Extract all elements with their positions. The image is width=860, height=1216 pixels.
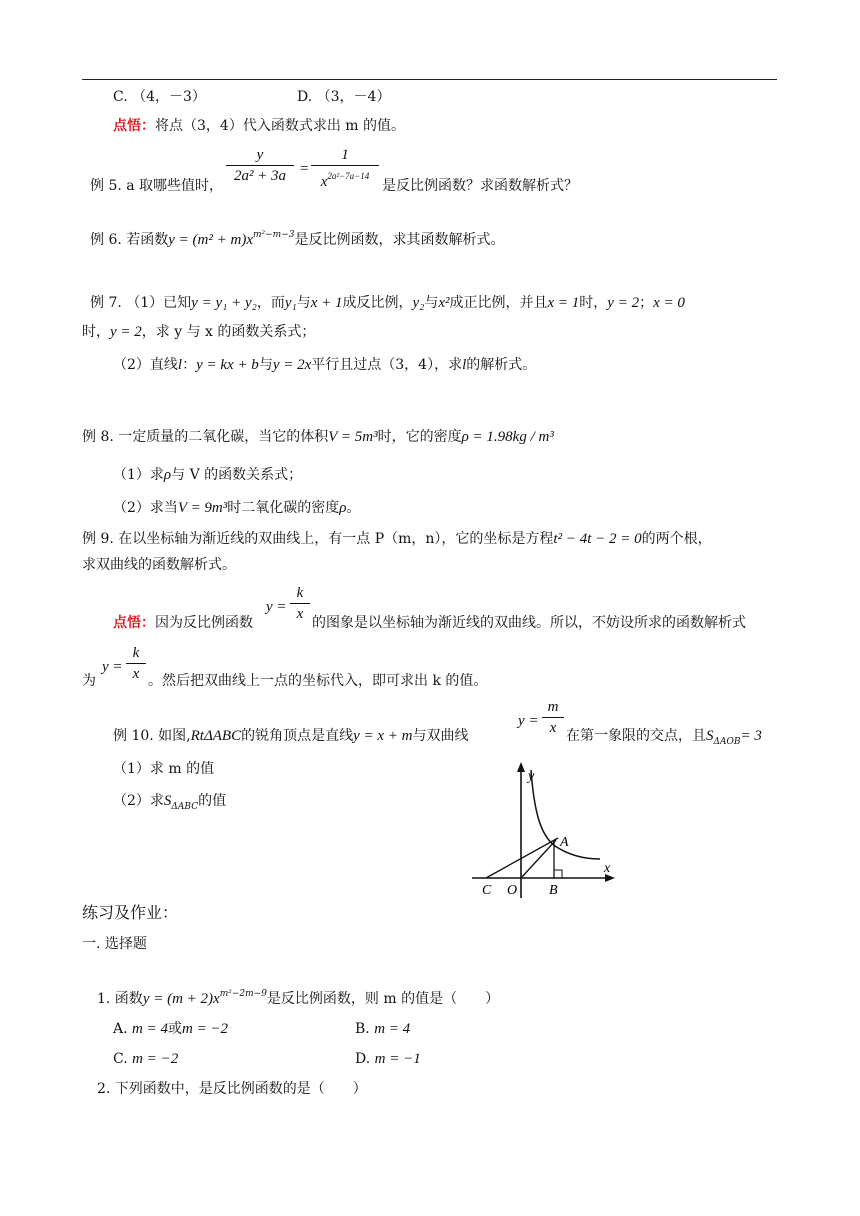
ex9-text: 例 9. 在以坐标轴为渐近线的双曲线上，有一点 P（m，n），它的坐标是方程 — [82, 531, 554, 547]
ex8-formula: V = 5m³ — [328, 429, 378, 445]
ex10-line-1 — [113, 727, 469, 745]
ex7-formula: y₁ — [284, 295, 297, 311]
right-angle-mark — [554, 870, 562, 878]
ex10-formula: S — [706, 728, 714, 744]
ex8-text: 时，它的密度 — [377, 429, 462, 445]
label-o: O — [507, 883, 518, 898]
ex5-suffix: 是反比例函数？求函数解析式？ — [382, 178, 578, 194]
hint-text: 将点（3，4）代入函数式求出 m 的值。 — [155, 118, 405, 134]
option-label: D. — [355, 1051, 371, 1067]
option-c: C. （4，－3） — [113, 89, 206, 105]
ex7-text: 时， — [82, 324, 110, 340]
ex7-text: 与 — [258, 357, 273, 373]
ex8-text: 时二氧化碳的密度 — [227, 500, 340, 516]
ex7-formula: l — [177, 357, 183, 373]
ex6-prefix: 例 6. 若函数 — [90, 232, 169, 248]
hint2-fraction — [290, 584, 310, 623]
practice-q2: 2. 下列函数中，是反比例函数的是（ ） — [97, 1081, 367, 1097]
ex7-text: 成正比例，并且 — [449, 295, 548, 311]
ex7-text: （2）直线 — [113, 357, 178, 373]
ex8-text: 与 V 的函数关系式； — [171, 467, 303, 483]
ex6-formula: y = (m² + m)x — [168, 232, 253, 248]
ex10-subscript: ΔABC — [171, 802, 199, 812]
ex10-fraction — [542, 698, 564, 737]
ex7-text: ； — [639, 295, 654, 311]
hint2-frac-den: x — [132, 666, 140, 682]
ex5-frac1-den: 2a² + 3a — [233, 168, 287, 184]
practice-q1 — [97, 985, 499, 1008]
ex5-fraction-1 — [226, 146, 294, 185]
ex9-formula: t² − 4t − 2 = 0 — [553, 531, 642, 547]
hint-2-text-b: 的图象是以坐标轴为渐近线的双曲线。所以，不妨设所求的函数解析式 — [312, 615, 746, 631]
ex9-line-2: 求双曲线的函数解析式。 — [82, 557, 236, 573]
ex8-question-2 — [113, 499, 360, 517]
ex7-text: 例 7. （1）已知 — [90, 295, 192, 311]
option-formula: m = −2 — [132, 1051, 179, 1067]
hint-2-text-d: 。然后把双曲线上一点的坐标代入，即可求出 k 的值。 — [148, 673, 488, 689]
hint2-frac-num: k — [296, 585, 304, 601]
option-label: A. — [113, 1021, 128, 1037]
ex7-line-2 — [82, 323, 315, 341]
ex10-text: 与双曲线 — [412, 728, 469, 744]
label-y: y — [528, 769, 535, 784]
q1-exp: m²−2m−9 — [219, 989, 267, 999]
ex5-frac1-num: y — [256, 147, 264, 163]
ex10-formula: S — [163, 793, 172, 809]
hint-2-line-1 — [113, 614, 253, 632]
ex10-text: 在第一象限的交点，且 — [566, 728, 706, 744]
hint2-frac-den: x — [296, 606, 304, 622]
ex8-formula: ρ — [339, 500, 347, 516]
ex5-prefix: 例 5. a 取哪些值时， — [90, 178, 224, 194]
hint-1 — [113, 117, 405, 135]
ex5-equals: = — [299, 161, 310, 177]
segment-oa — [521, 840, 556, 878]
ex7-formula: l — [462, 357, 467, 373]
ex7-formula: y = y₁ + y₂ — [191, 295, 257, 311]
ex10-formula: RtΔABC — [190, 728, 242, 744]
ex7-line-3 — [113, 356, 536, 374]
ex7-text: ，求 y 与 x 的函数关系式； — [141, 324, 316, 340]
option-formula: m = −1 — [374, 1051, 421, 1067]
hint-text: 因为反比例函数 — [155, 615, 253, 631]
q1-option-d — [355, 1050, 421, 1068]
hint-label: 点悟： — [113, 118, 155, 134]
ex7-formula: y = kx + b — [196, 357, 259, 373]
line-ca — [486, 838, 558, 878]
ex8-line-1 — [82, 428, 554, 446]
ex7-text: 与 — [296, 295, 311, 311]
section-title: 一. 选择题 — [82, 936, 147, 952]
ex10-frac-den: x — [549, 720, 557, 736]
label-c: C — [482, 883, 492, 898]
ex6-exp: m²−m−3 — [252, 230, 295, 240]
ex9-text: 的两个根， — [641, 531, 712, 547]
header-rule — [82, 79, 777, 80]
practice-heading: 练习及作业： — [82, 903, 179, 922]
ex7-text: 成反比例， — [342, 295, 413, 311]
ex7-line-1 — [90, 294, 685, 312]
ex7-formula: x = 1 — [547, 295, 580, 311]
ex7-text: 时， — [579, 295, 608, 311]
ex8-text: （2）求当 — [113, 500, 178, 516]
hint2-frac-num: k — [132, 645, 140, 661]
ex10-text: 的锐角顶点是直线 — [241, 728, 354, 744]
label-x: x — [604, 861, 611, 876]
ex10-frac-lhs: y = — [518, 713, 539, 729]
ex7-text: 与 — [424, 295, 439, 311]
q1-text: 是反比例函数，则 m 的值是（ ） — [266, 991, 500, 1007]
label-a: A — [560, 835, 569, 850]
hint-label: 点悟： — [113, 615, 155, 631]
ex7-formula: y₂ — [412, 295, 425, 311]
ex8-text: 例 8. 一定质量的二氧化碳，当它的体积 — [82, 429, 329, 445]
q1-option-b — [355, 1020, 410, 1038]
ex7-formula: y = 2x — [272, 357, 312, 373]
ex5-frac2-num: 1 — [341, 147, 349, 163]
option-formula: m = 4 — [132, 1021, 168, 1037]
ex7-formula: y = 2 — [607, 295, 640, 311]
option-formula: m = 4 — [374, 1021, 411, 1037]
ex10-text: 的值 — [198, 793, 227, 809]
ex10-question-2 — [113, 792, 226, 816]
ex8-text: 。 — [346, 500, 361, 516]
ex6 — [90, 226, 504, 249]
option-text: 或 — [167, 1021, 182, 1037]
ex7-formula: x² — [438, 295, 450, 311]
hint2-frac-lhs: y = — [266, 599, 287, 615]
option-label: B. — [355, 1021, 370, 1037]
ex7-text: 的解析式。 — [466, 357, 537, 373]
q1-option-a — [113, 1020, 228, 1038]
hint-2-text-c: 为 — [82, 673, 96, 689]
ex9-line-1 — [82, 530, 712, 548]
option-formula: m = −2 — [181, 1021, 229, 1037]
q1-text: 1. 函数 — [97, 991, 143, 1007]
ex10-frac-num: m — [547, 699, 559, 715]
ex10-text: 例 10. 如图, — [113, 728, 191, 744]
option-label: C. — [113, 1051, 128, 1067]
ex10-text: （2）求 — [113, 793, 164, 809]
ex8-formula: V = 9m³ — [177, 500, 228, 516]
y-axis-arrow — [517, 762, 525, 772]
ex7-formula: x = 0 — [653, 295, 685, 311]
hint2-fraction-2 — [126, 644, 146, 683]
ex10-formula: y = x + m — [353, 728, 413, 744]
ex8-formula: ρ = 1.98kg / m³ — [461, 429, 554, 445]
hyperbola-figure — [470, 760, 620, 900]
label-b: B — [549, 883, 558, 898]
ex5-frac2-den-exp: 2a²−7a−14 — [327, 171, 370, 181]
ex7-formula: y = 2 — [110, 324, 142, 340]
ex5-frac2-den-base: x — [320, 174, 328, 190]
option-d: D. （3，－4） — [297, 89, 391, 105]
ex10-formula: = 3 — [740, 728, 762, 744]
q1-formula: y = (m + 2)x — [142, 991, 220, 1007]
ex8-text: （1）求 — [113, 467, 164, 483]
ex5-fraction-2 — [311, 146, 379, 191]
ex10-line-1b — [566, 727, 762, 751]
ex10-subscript: ΔAOB — [713, 737, 741, 747]
ex7-text: ，而 — [256, 295, 285, 311]
ex8-formula: ρ — [163, 467, 172, 483]
ex6-suffix: 是反比例函数，求其函数解析式。 — [294, 232, 505, 248]
ex10-question-1: （1）求 m 的值 — [113, 761, 215, 777]
q1-option-c — [113, 1050, 178, 1068]
ex7-formula: x + 1 — [310, 295, 343, 311]
hint2-frac2-lhs: y = — [102, 659, 123, 675]
ex7-text: 平行且过点（3，4），求 — [311, 357, 463, 373]
ex8-question-1 — [113, 466, 302, 484]
ex7-text: ： — [182, 357, 197, 373]
